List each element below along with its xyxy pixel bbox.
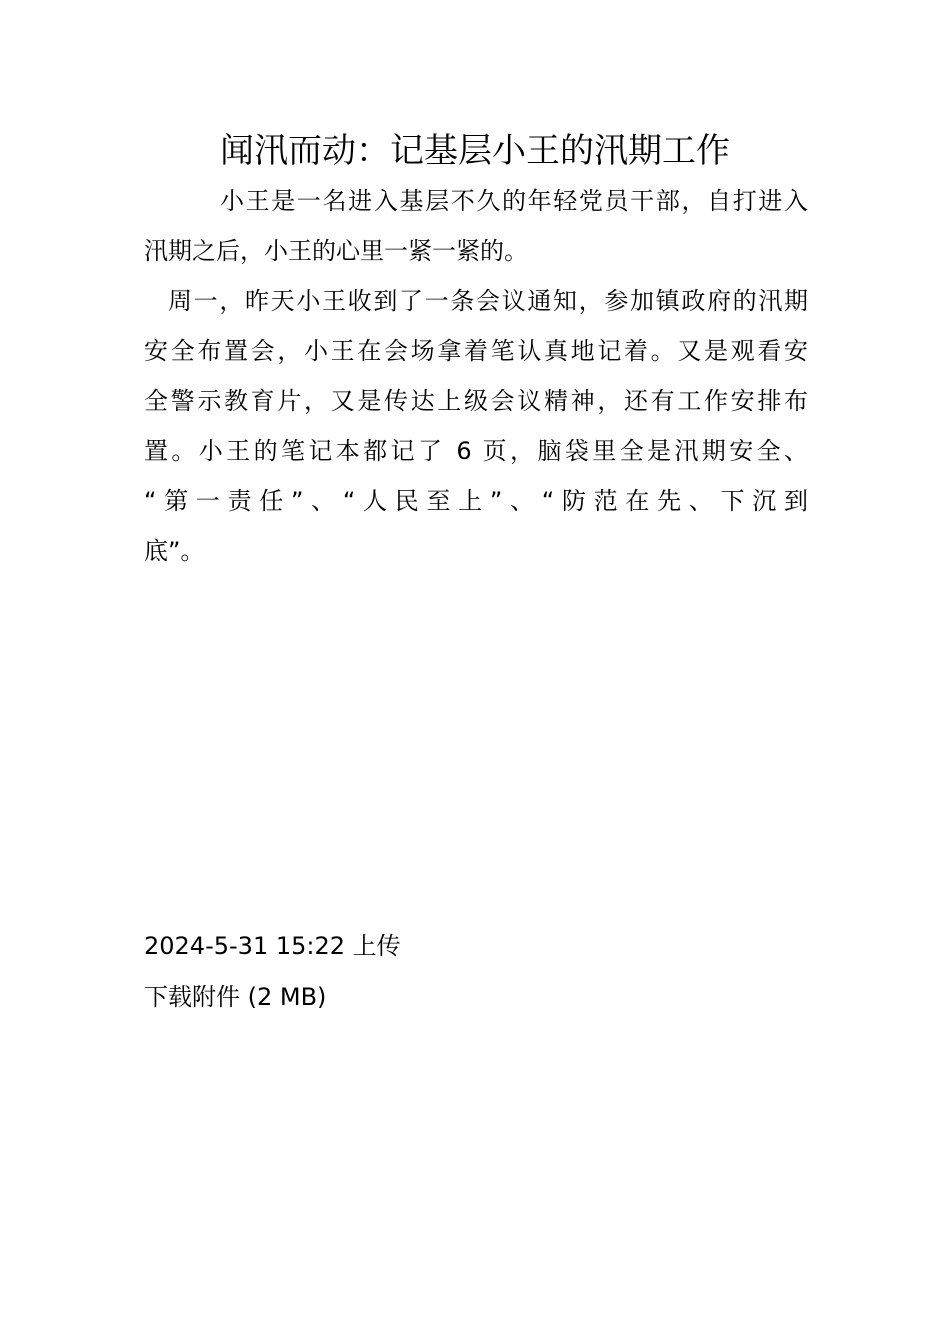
paragraph-line: 汛期之后，小王的心里一紧一紧的。 bbox=[144, 237, 528, 265]
page-title: 闻汛而动：记基层小王的汛期工作 bbox=[220, 131, 730, 171]
paragraph-line: 安全布置会，小王在会场拿着笔认真地记着。又是观看安 bbox=[144, 337, 808, 365]
paragraph-intro bbox=[144, 176, 808, 276]
paragraph-line: 周一，昨天小王收到了一条会议通知，参加镇政府的汛期 bbox=[168, 287, 808, 315]
upload-timestamp: 2024-5-31 15:22 上传 bbox=[144, 932, 401, 960]
paragraph-meeting bbox=[144, 276, 808, 576]
paragraph-line: 置。小王的笔记本都记了 6 页，脑袋里全是汛期安全、 bbox=[144, 437, 808, 465]
paragraph-line: 底”。 bbox=[144, 537, 205, 565]
paragraph-line: 小王是一名进入基层不久的年轻党员干部，自打进入 bbox=[220, 187, 808, 215]
download-attachment-link[interactable]: 下载附件 (2 MB) bbox=[144, 983, 327, 1011]
paragraph-line: “第一责任”、“人民至上”、“防范在先、下沉到 bbox=[144, 487, 808, 515]
paragraph-line: 全警示教育片，又是传达上级会议精神，还有工作安排布 bbox=[144, 387, 808, 415]
